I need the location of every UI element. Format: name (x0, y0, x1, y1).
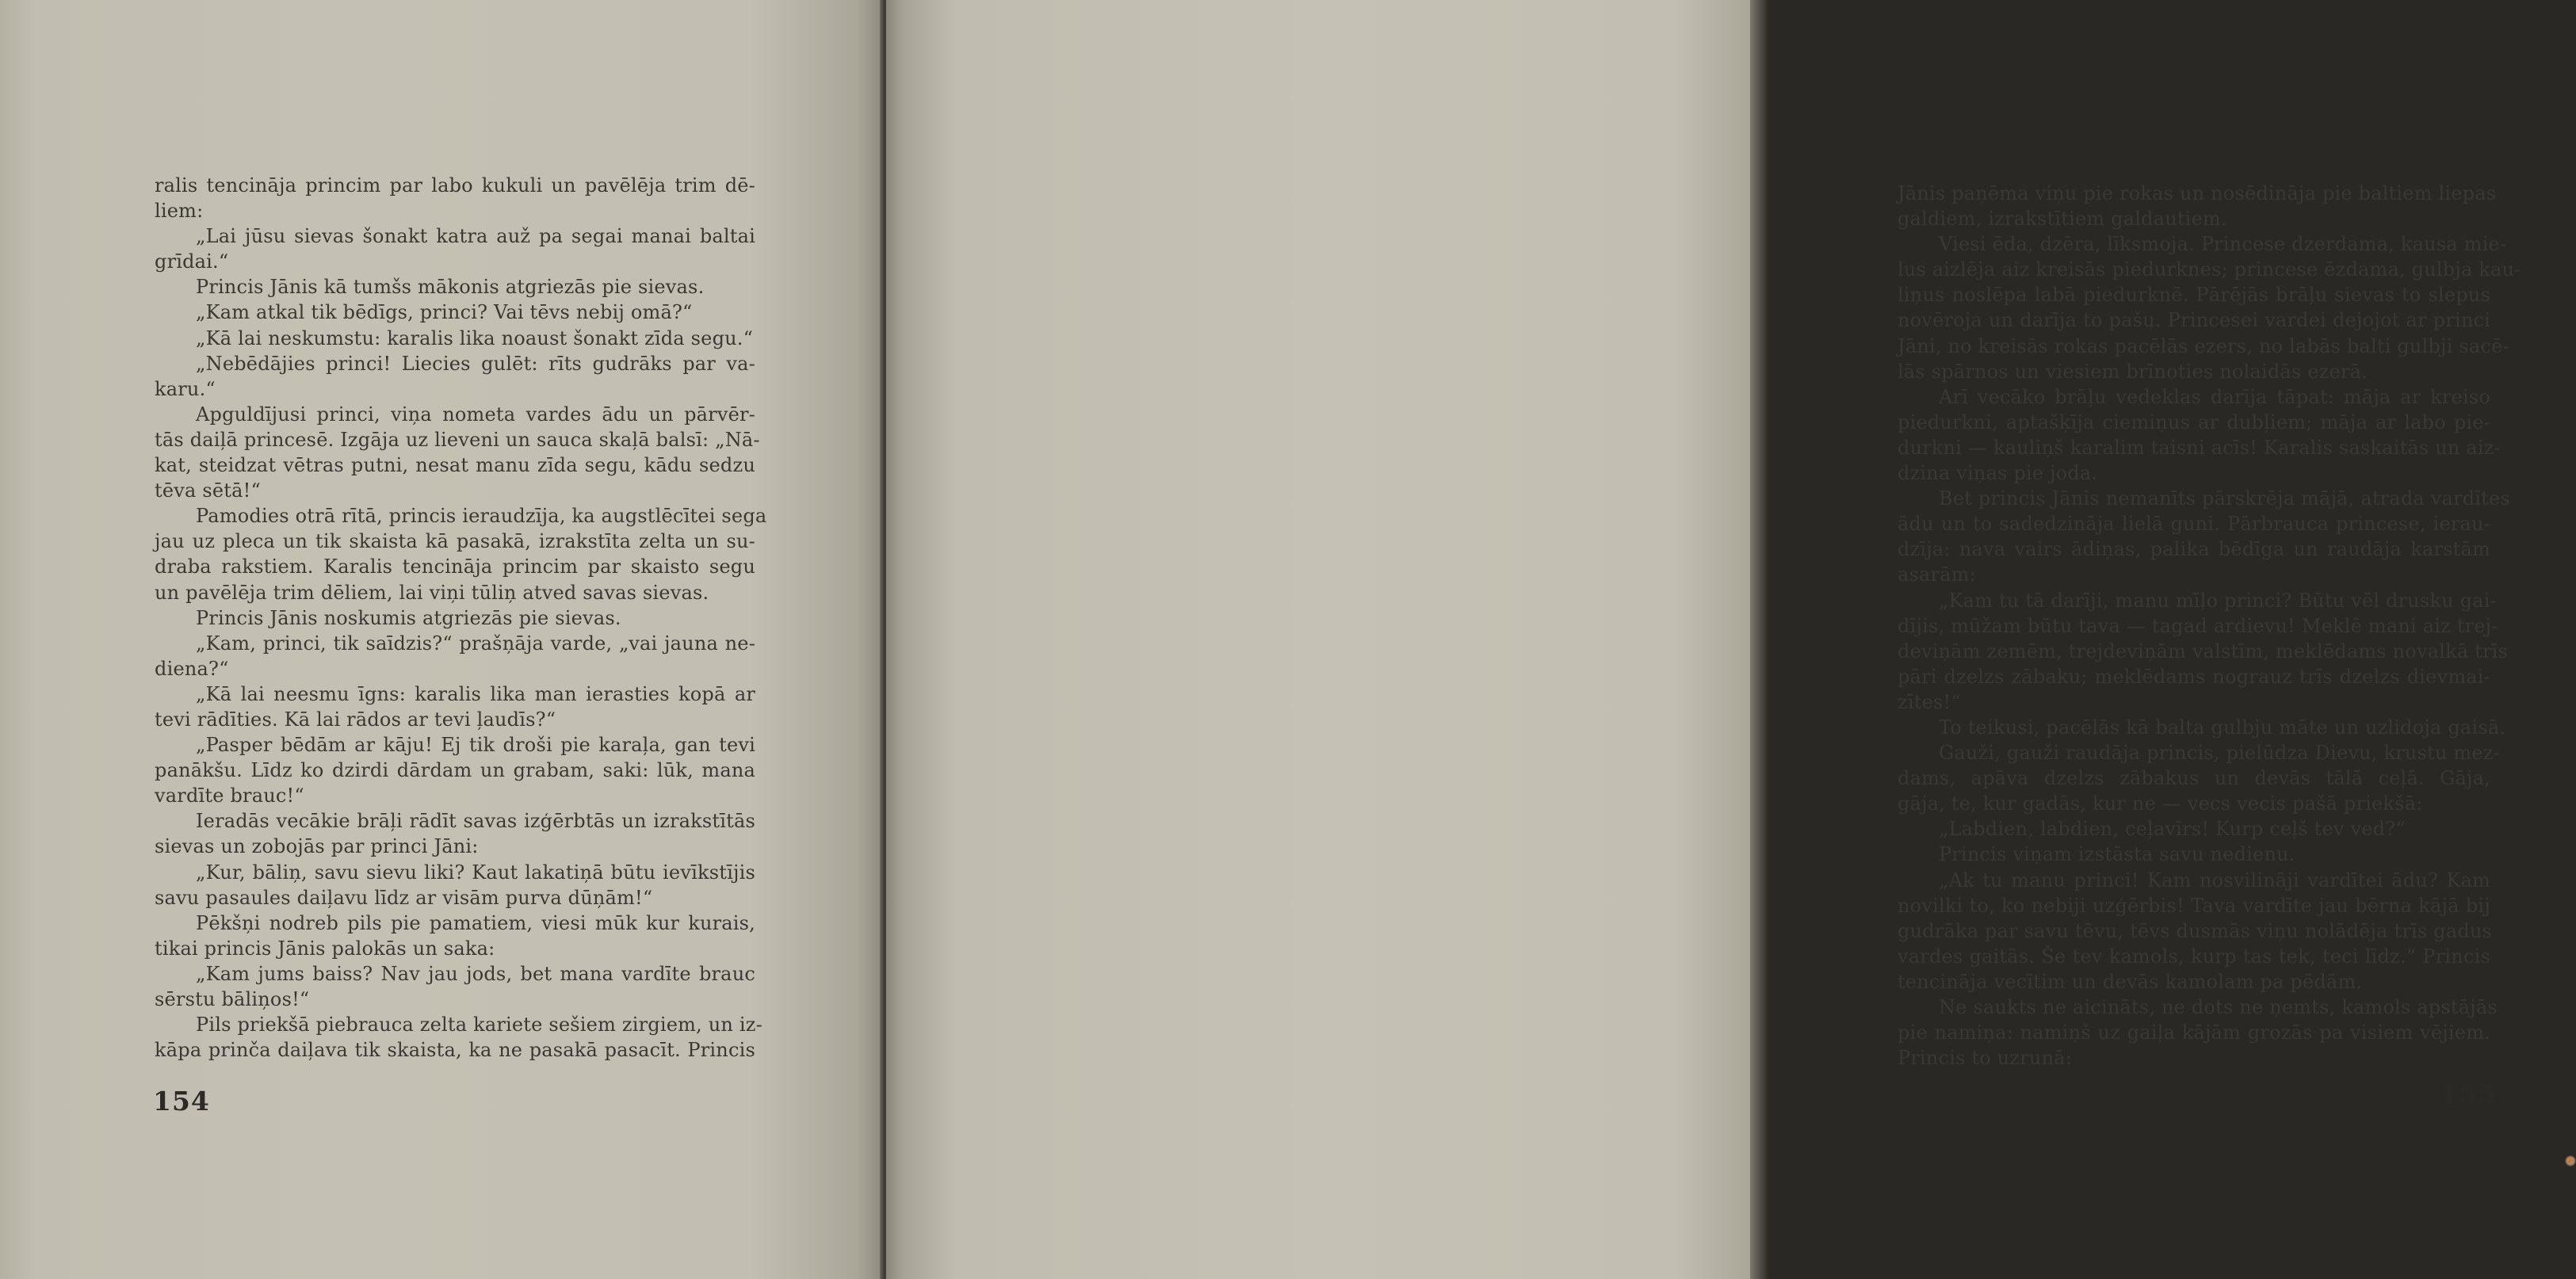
text-line: vardes gaitās. Še tev kamols, kurp tas tek, teci līdz.“ Princis (1898, 945, 2490, 968)
text-line: tās daiļā princesē. Izgāja uz lieveni un sauca skaļā balsī: „Nā- (155, 428, 760, 451)
text-line: diena?“ (155, 657, 229, 680)
text-line: lus aizlēja aiz kreisās piedurknes; princese ēzdama, gulbja kau- (1898, 258, 2521, 281)
right-page-number: 155 (2440, 1079, 2497, 1110)
text-line: „Lai jūsu sievas šonakt katra auž pa segai manai baltai (196, 225, 755, 248)
text-line: novēroja un darīja to pašu. Princesei vardei dejojot ar princi (1898, 309, 2490, 332)
text-line: liem: (155, 200, 204, 223)
paper-stain (2565, 1155, 2576, 1166)
text-line: Pēkšņi nodreb pils pie pamatiem, viesi mūk kur kurais, (196, 911, 755, 934)
text-line: Ne saukts ne aicināts, ne dots ne ņemts, kamols apstājās (1939, 996, 2498, 1018)
text-line: tēva sētā!“ (155, 479, 261, 502)
text-line: Pamodies otrā rītā, princis ieraudzīja, ka augstlēcītei sega (196, 505, 767, 528)
text-line: Jāni, no kreisās rokas pacēlās ezers, no labās balti gulbji sacē- (1898, 334, 2509, 357)
text-line: „Nebēdājies princi! Liecies gulēt: rīts gudrāks par va- (196, 352, 755, 375)
text-line: jau uz pleca un tik skaista kā pasakā, izrakstīta zelta un su- (155, 530, 755, 553)
text-line: Jānis paņēma viņu pie rokas un nosēdināja pie baltiem liepas (1898, 182, 2497, 204)
text-line: Viesi ēda, dzēra, līksmoja. Princese dzerdama, kausa mie- (1939, 233, 2507, 256)
text-line: tikai princis Jānis palokās un saka: (155, 937, 495, 960)
text-line: dzina viņas pie joda. (1898, 462, 2098, 485)
text-line: tencināja vecītim un devās kamolam pa pēdām. (1898, 970, 2363, 993)
left-page-number: 154 (153, 1086, 210, 1117)
text-line: asarām: (1898, 563, 1976, 586)
text-line: karu.“ (155, 377, 216, 400)
text-line: dams, apāva dzelzs zābakus un devās tālā ceļā. Gāja, (1898, 767, 2490, 790)
text-line: liņus noslēpa labā piedurknē. Pārējās brāļu sievas to slepus (1898, 284, 2490, 307)
text-line: Bet princis Jānis nemanīts pārskrēja mājā, atrada vardītes (1939, 487, 2510, 510)
text-line: „Labdien, labdien, ceļavīrs! Kurp ceļš tev ved?“ (1939, 818, 2406, 841)
text-line: sievas un zobojās par princi Jāni: (155, 835, 479, 858)
text-line: Princis viņam izstāsta savu nedienu. (1939, 843, 2295, 866)
text-line: deviņām zemēm, trejdeviņām valstīm, meklēdams novalkā trīs (1898, 640, 2509, 662)
text-line: sērstu bāliņos!“ (155, 988, 310, 1010)
text-line: gudrāka par savu tēvu, tēvs dusmās viņu nolādēja trīs gadus (1898, 919, 2493, 942)
text-line: „Kam atkal tik bēdīgs, princi? Vai tēvs nebij omā?“ (196, 301, 693, 324)
text-line: grīdai.“ (155, 250, 229, 273)
text-line: „Kur, bāliņ, savu sievu liki? Kaut lakatiņā būtu ievīkstījis (196, 861, 755, 884)
text-line: „Kam, princi, tik saīdzis?“ prašņāja varde, „vai jauna ne- (196, 632, 755, 655)
text-line: Princis Jānis kā tumšs mākonis atgriezās pie sievas. (196, 276, 705, 299)
text-line: To teikusi, pacēlās kā balta gulbju māte un uzlidoja gaisā. (1939, 716, 2506, 739)
text-line: durkni — kauliņš karalim taisni acīs! Karalis saskaitās un aiz- (1898, 436, 2501, 459)
text-line: dzīja: nava vairs ādiņas, palika bēdīga un raudāja karstām (1898, 538, 2490, 561)
text-line: un pavēlēja trim dēliem, lai viņi tūliņ atved savas sievas. (155, 581, 709, 604)
text-line: Apguldījusi princi, viņa nometa vardes ādu un pārvēr- (196, 403, 755, 426)
text-line: „Kā lai neskumstu: karalis lika noaust šonakt zīda segu.“ (196, 326, 754, 349)
text-line: Gauži, gauži raudāja princis, pielūdza Dievu, krustu mez- (1939, 742, 2500, 765)
book-edge (1750, 0, 1769, 1279)
text-line: „Ak tu manu princi! Kam nosvilināji vardītei ādu? Kam (1939, 869, 2490, 891)
text-line: piedurkni, aptašķīja ciemiņus ar dubļiem; māja ar labo pie- (1898, 410, 2490, 433)
text-line: „Kam jums baiss? Nav jau jods, bet mana vardīte brauc (196, 962, 755, 985)
text-line: Pils priekšā piebrauca zelta kariete sešiem zirgiem, un iz- (196, 1014, 762, 1037)
text-line: ralis tencināja princim par labo kukuli un pavēlēja trim dē- (155, 174, 755, 197)
text-line: kāpa prinča daiļava tik skaista, ka ne pasakā pasacīt. Princis (155, 1039, 755, 1062)
text-line: zītes!“ (1898, 690, 1961, 713)
text-line: pie namiņa: namiņš uz gaiļa kājām grozās pa visiem vējiem. (1898, 1021, 2490, 1044)
right-page-text (1898, 181, 2521, 1071)
left-page (0, 0, 883, 1279)
text-line: „Pasper bēdām ar kāju! Ej tik droši pie karaļa, gan tevi (196, 734, 755, 757)
text-line: „Kā lai neesmu īgns: karalis lika man ierasties kopā ar (196, 682, 755, 705)
text-line: draba rakstiem. Karalis tencināja princim par skaisto segu (155, 556, 755, 578)
text-line: pāri dzelzs zābaku; meklēdams nograuz trīs dzelzs dievmai- (1898, 665, 2490, 688)
text-line: lās spārnos un viesiem brīnoties nolaidās ezerā. (1898, 360, 2368, 383)
text-line: savu pasaules daiļavu līdz ar visām purva dūņām!“ (155, 886, 653, 909)
text-line: vardīte brauc!“ (155, 785, 304, 807)
text-line: kat, steidzat vētras putni, nesat manu zīda segu, kādu sedzu (155, 454, 755, 477)
text-line: tevi rādīties. Kā lai rādos ar tevi ļaudīs?“ (155, 708, 556, 731)
left-page-text (155, 173, 767, 1063)
text-line: dījis, mūžam būtu tava — tagad ardievu! Meklē mani aiz trej- (1898, 614, 2498, 637)
text-line: ādu un to sadedzināja lielā guni. Pārbrauca princese, ierau- (1898, 513, 2490, 536)
text-line: Arī vecāko brāļu vedeklas darīja tāpat: māja ar kreiso (1939, 385, 2490, 408)
text-line: panākšu. Līdz ko dzirdi dārdam un grabam, saki: lūk, mana (155, 759, 755, 782)
text-line: Ieradās vecākie brāļi rādīt savas izģērbtās un izrakstītās (196, 810, 755, 833)
right-page (886, 0, 2521, 1279)
text-line: Princis Jānis noskumis atgriezās pie sievas. (196, 606, 621, 629)
text-line: gāja, te, kur gadās, kur ne — vecs vecis pašā priekšā: (1898, 792, 2423, 815)
text-line: „Kam tu tā darīji, manu mīļo princi? Būtu vēl drusku gai- (1939, 589, 2497, 612)
text-line: novilki to, ko nebiji uzģērbis! Tava vardīte jau bērna kājā bij (1898, 894, 2490, 917)
text-line: galdiem, izrakstītiem galdautiem. (1898, 208, 2227, 231)
text-line: Princis to uzrunā: (1898, 1047, 2073, 1070)
